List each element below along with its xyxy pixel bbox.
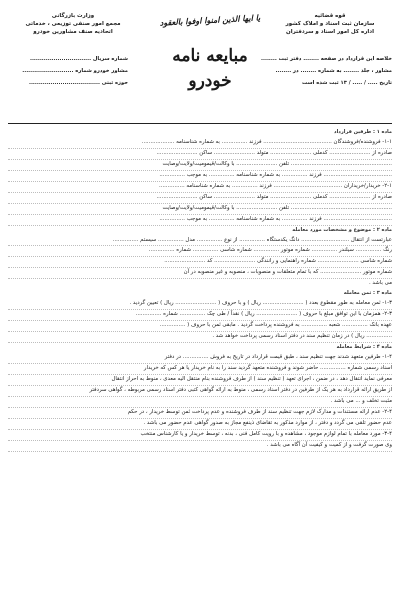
contract-line: ........................................ فرزند ............... به شماره شناسنامه ............... به موجب ...............	[8, 171, 392, 182]
header-line: اتحادیه صنف مشاورین خودرو	[33, 29, 113, 36]
serial-line: حوزه ثبتی ....................................	[28, 80, 128, 86]
contract-line: اسناد رسمی شماره ............... حاضر شوند و فروشنده متعهد گردید سند را به نام خریدار یا هر کس که خریدار	[8, 364, 392, 375]
document-subtitle: خودرو	[188, 71, 232, 91]
contract-line: شماره موتور ........................ که با تمام متعلقات و منصوبات ، منصوبه و غیر منصوبه در آن	[8, 268, 392, 279]
contract-line: ۳-۴- مورد معامله با تمام لوازم موجود ، مشاهده و با رویت کامل فنی ، بدنه ، توسط خریدار و یا کارشناس منتخب	[8, 430, 392, 441]
header-line: مجمع امور صنفی توزیعی ، خدماتی	[25, 21, 121, 28]
contract-body	[8, 128, 392, 452]
contract-line: ۲-۱- خریدار/خریداران ........................................ فرزند ............... به شماره شناسنامه ...............	[8, 182, 392, 193]
contract-line: رنگ ............... سیلندر ............... شماره موتور ............... شماره شاسی ............... شماره ...............	[8, 246, 392, 257]
registry-line: خلاصه این قرارداد در صفحه ........ دفتر ثبت ........	[261, 56, 392, 62]
contract-line: معرفی نماید انتقال دهد ، در ضمن ، اجرای تعهد ( تنظیم سند ) از طرف فروشنده بنام منتقل الیه معدی ، منوط به احراز انتقال	[8, 375, 392, 386]
contract-line: می باشد .	[368, 280, 392, 287]
section-heading: ماده ۱ : طرفین قرارداد	[334, 129, 392, 135]
header-line: وزارت بازرگانی	[51, 13, 95, 19]
contract-line: ۱-۳- ثمن معامله به طور مقطوع بعدد ( ........................ ریال ) و با حروف ( ........................ ریال ) تعیین گردید .	[8, 299, 392, 310]
contract-line: شماره شاسی ........................ شماره راهنمایی و رانندگی ........................ کد ........................	[8, 257, 392, 268]
contract-line: ........................................................... تلفن ........................ با وکالت/قیمومیت/ولایت/وصایت	[8, 204, 392, 215]
section-heading: ماده ۳ : ثمن معامله	[343, 290, 392, 297]
contract-line: ۱-۱- فروشنده/فروشندگان ........................................ فرزند ............... به شماره شناسنامه ...................	[8, 138, 392, 149]
registry-line: تاریخ ..... / ..... / ۱۳ ثبت شده است	[302, 80, 392, 86]
header-line: سازمان ثبت اسناد و املاک کشور	[285, 21, 375, 28]
contract-line: وی صورت گرفت و از کمیت و کیفیت آن آگاه می باشد .	[8, 441, 392, 452]
contract-line: صادره از ........................ کدملی ........................ متولد ........................ ساکن ........................	[8, 149, 392, 160]
contract-line: ........................................ فرزند ............... به شماره شناسنامه ............... به موجب ...............	[8, 215, 392, 226]
contract-line: عدم حضور تلقی می گردد و دفتر ، از موارد مذکور به تقاضای ذینفع مجاز به صدور گواهی عدم حضور می باشد .	[8, 419, 392, 430]
contract-line: ۲-۳- همزمان با این توافق مبلغ با حروف ( ........................ ریال ) نقداً / طی چک ............... شماره ...............	[8, 310, 392, 321]
serial-line: مشاور خودرو شماره ..........................	[22, 68, 128, 74]
header-divider	[8, 123, 392, 124]
contract-line: صادره از ........................ کدملی ........................ متولد ........................ ساکن ........................	[8, 193, 392, 204]
section-heading: ماده ۲ : موضوع و مشخصات مورد معامله	[292, 226, 392, 233]
serial-line: شماره سریال ...............................	[29, 56, 128, 62]
contract-line: ............... ریال ) در زمان تنظیم سند در دفتر اسناد رسمی پرداخت خواهد شد .	[8, 332, 392, 343]
contract-line: عهده بانک ............... شعبه ............... به فروشنده پرداخت گردید . مابقی ثمن با حروف ( ...............	[8, 321, 392, 332]
quran-verse: یا ایها الذین امنوا اوفوا بالعقود	[159, 13, 261, 28]
contract-line: مثبت تخلف و ... می باشد .	[8, 397, 392, 408]
header-line: قوه قضائیه	[314, 13, 346, 19]
contract-line: ........................................................... تلفن ........................ با وکالت/قیمومیت/ولایت/وصایت	[8, 160, 392, 171]
serial-box	[8, 53, 128, 89]
contract-line: ۱-۴- طرفین متعهد شدند جهت تنظیم سند ، طبق قیمت قرارداد در تاریخ به فروش ............... در دفتر	[8, 353, 392, 364]
contract-line: عبارتست از انتقال ............................ دانگ یکدستگاه ............... از نوع ............... مدل ............... سیستم ...............	[8, 236, 392, 247]
header-line: اداره کل امور اسناد و سردفتران	[286, 29, 374, 36]
registry-line: مشاور ، جلد ........ به شماره ........ در ........	[275, 68, 392, 74]
section-heading: ماده ۴ : شرایط معامله	[336, 344, 392, 351]
document-title: مبایعه نامه	[172, 46, 248, 66]
registry-summary	[242, 53, 392, 89]
contract-line: از طریق ارائه قرارداد به هر یک از طرفین در دفتر اسناد رسمی ، منوط به ارائه گواهی کتبی دفتر اسناد رسمی مربوطه ، گواهی سردفتر	[8, 386, 392, 397]
contract-line: ۲-۴- عدم ارائه مستندات و مدارک لازم جهت تنظیم سند از طرف فروشنده و عدم پرداخت ثمن توسط خریدار ، در حکم	[8, 408, 392, 419]
ministry-header	[8, 12, 138, 37]
